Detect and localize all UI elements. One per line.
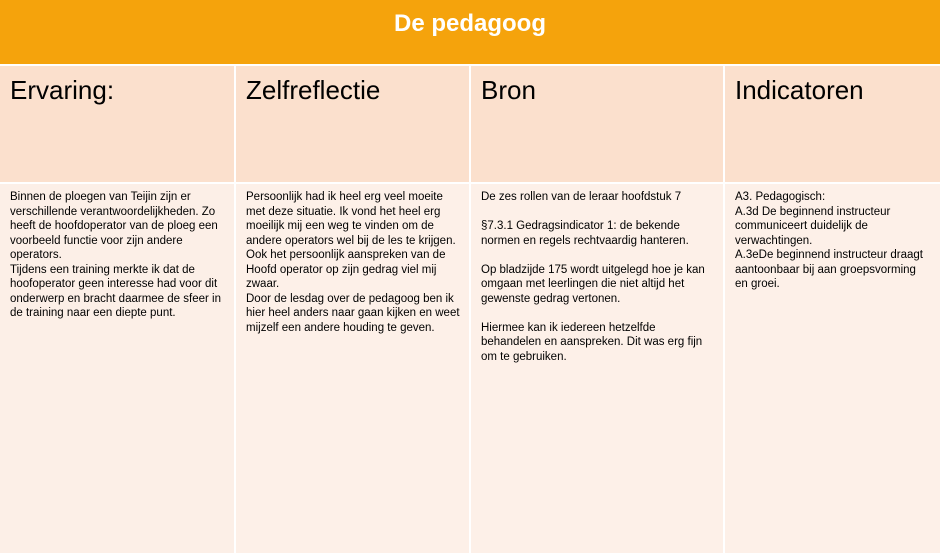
cell-text: Persoonlijk had ik heel erg veel moeite met deze situatie. Ik vond het heel erg moeilijk mij een weg te vinden om de andere operators wel bij de les te krijgen. Ook het persoonlijk aanspreken van de Hoofd operator op zijn gedrag viel mij zwaar. Door de lesdag over de pedagoog ben ik hier heel anders naar gaan kijken en weet mijzelf een andere houding te geven. xyxy=(246,191,460,334)
column-header: Zelfreflectie xyxy=(246,75,381,105)
header-cell-indicatoren xyxy=(725,66,940,184)
body-cell-indicatoren xyxy=(725,184,940,555)
table-body-row xyxy=(0,184,940,555)
header-cell-zelfreflectie xyxy=(236,66,471,184)
body-cell-zelfreflectie xyxy=(236,184,471,555)
body-cell-bron xyxy=(471,184,725,555)
column-header: Indicatoren xyxy=(735,75,864,105)
cell-text: De zes rollen van de leraar hoofdstuk 7 §7.3.1 Gedragsindicator 1: de bekende normen en regels rechtvaardig hanteren. Op bladzijde 175 wordt uitgelegd hoe je kan omgaan met leerlingen die niet altijd het gewenste gedrag vertonen. Hiermee kan ik iedereen hetzelfde behandelen en aanspreken. Dit was erg fijn om te gebruiken. xyxy=(481,191,705,363)
header-cell-ervaring xyxy=(0,66,236,184)
title-bar xyxy=(0,0,940,66)
header-cell-bron xyxy=(471,66,725,184)
page-title: De pedagoog xyxy=(393,10,546,37)
cell-text: Binnen de ploegen van Teijin zijn er verschillende verantwoordelijkheden. Zo heeft de hoofdoperator van de ploeg een voorbeeld functie voor zijn andere operators. Tijdens een training merkte ik dat de hoofoperator geen interesse had voor dit onderwerp en bracht daarmee de sfeer in de training naar een diepte punt. xyxy=(10,191,221,319)
body-cell-ervaring xyxy=(0,184,236,555)
table-header-row xyxy=(0,66,940,184)
column-header: Bron xyxy=(481,75,536,105)
column-header: Ervaring: xyxy=(10,75,115,105)
cell-text: A3. Pedagogisch: A.3d De beginnend instructeur communiceert duidelijk de verwachtingen. A.3eDe beginnend instructeur draagt aantoonbaar bij aan groepsvorming en groei. xyxy=(735,191,923,290)
